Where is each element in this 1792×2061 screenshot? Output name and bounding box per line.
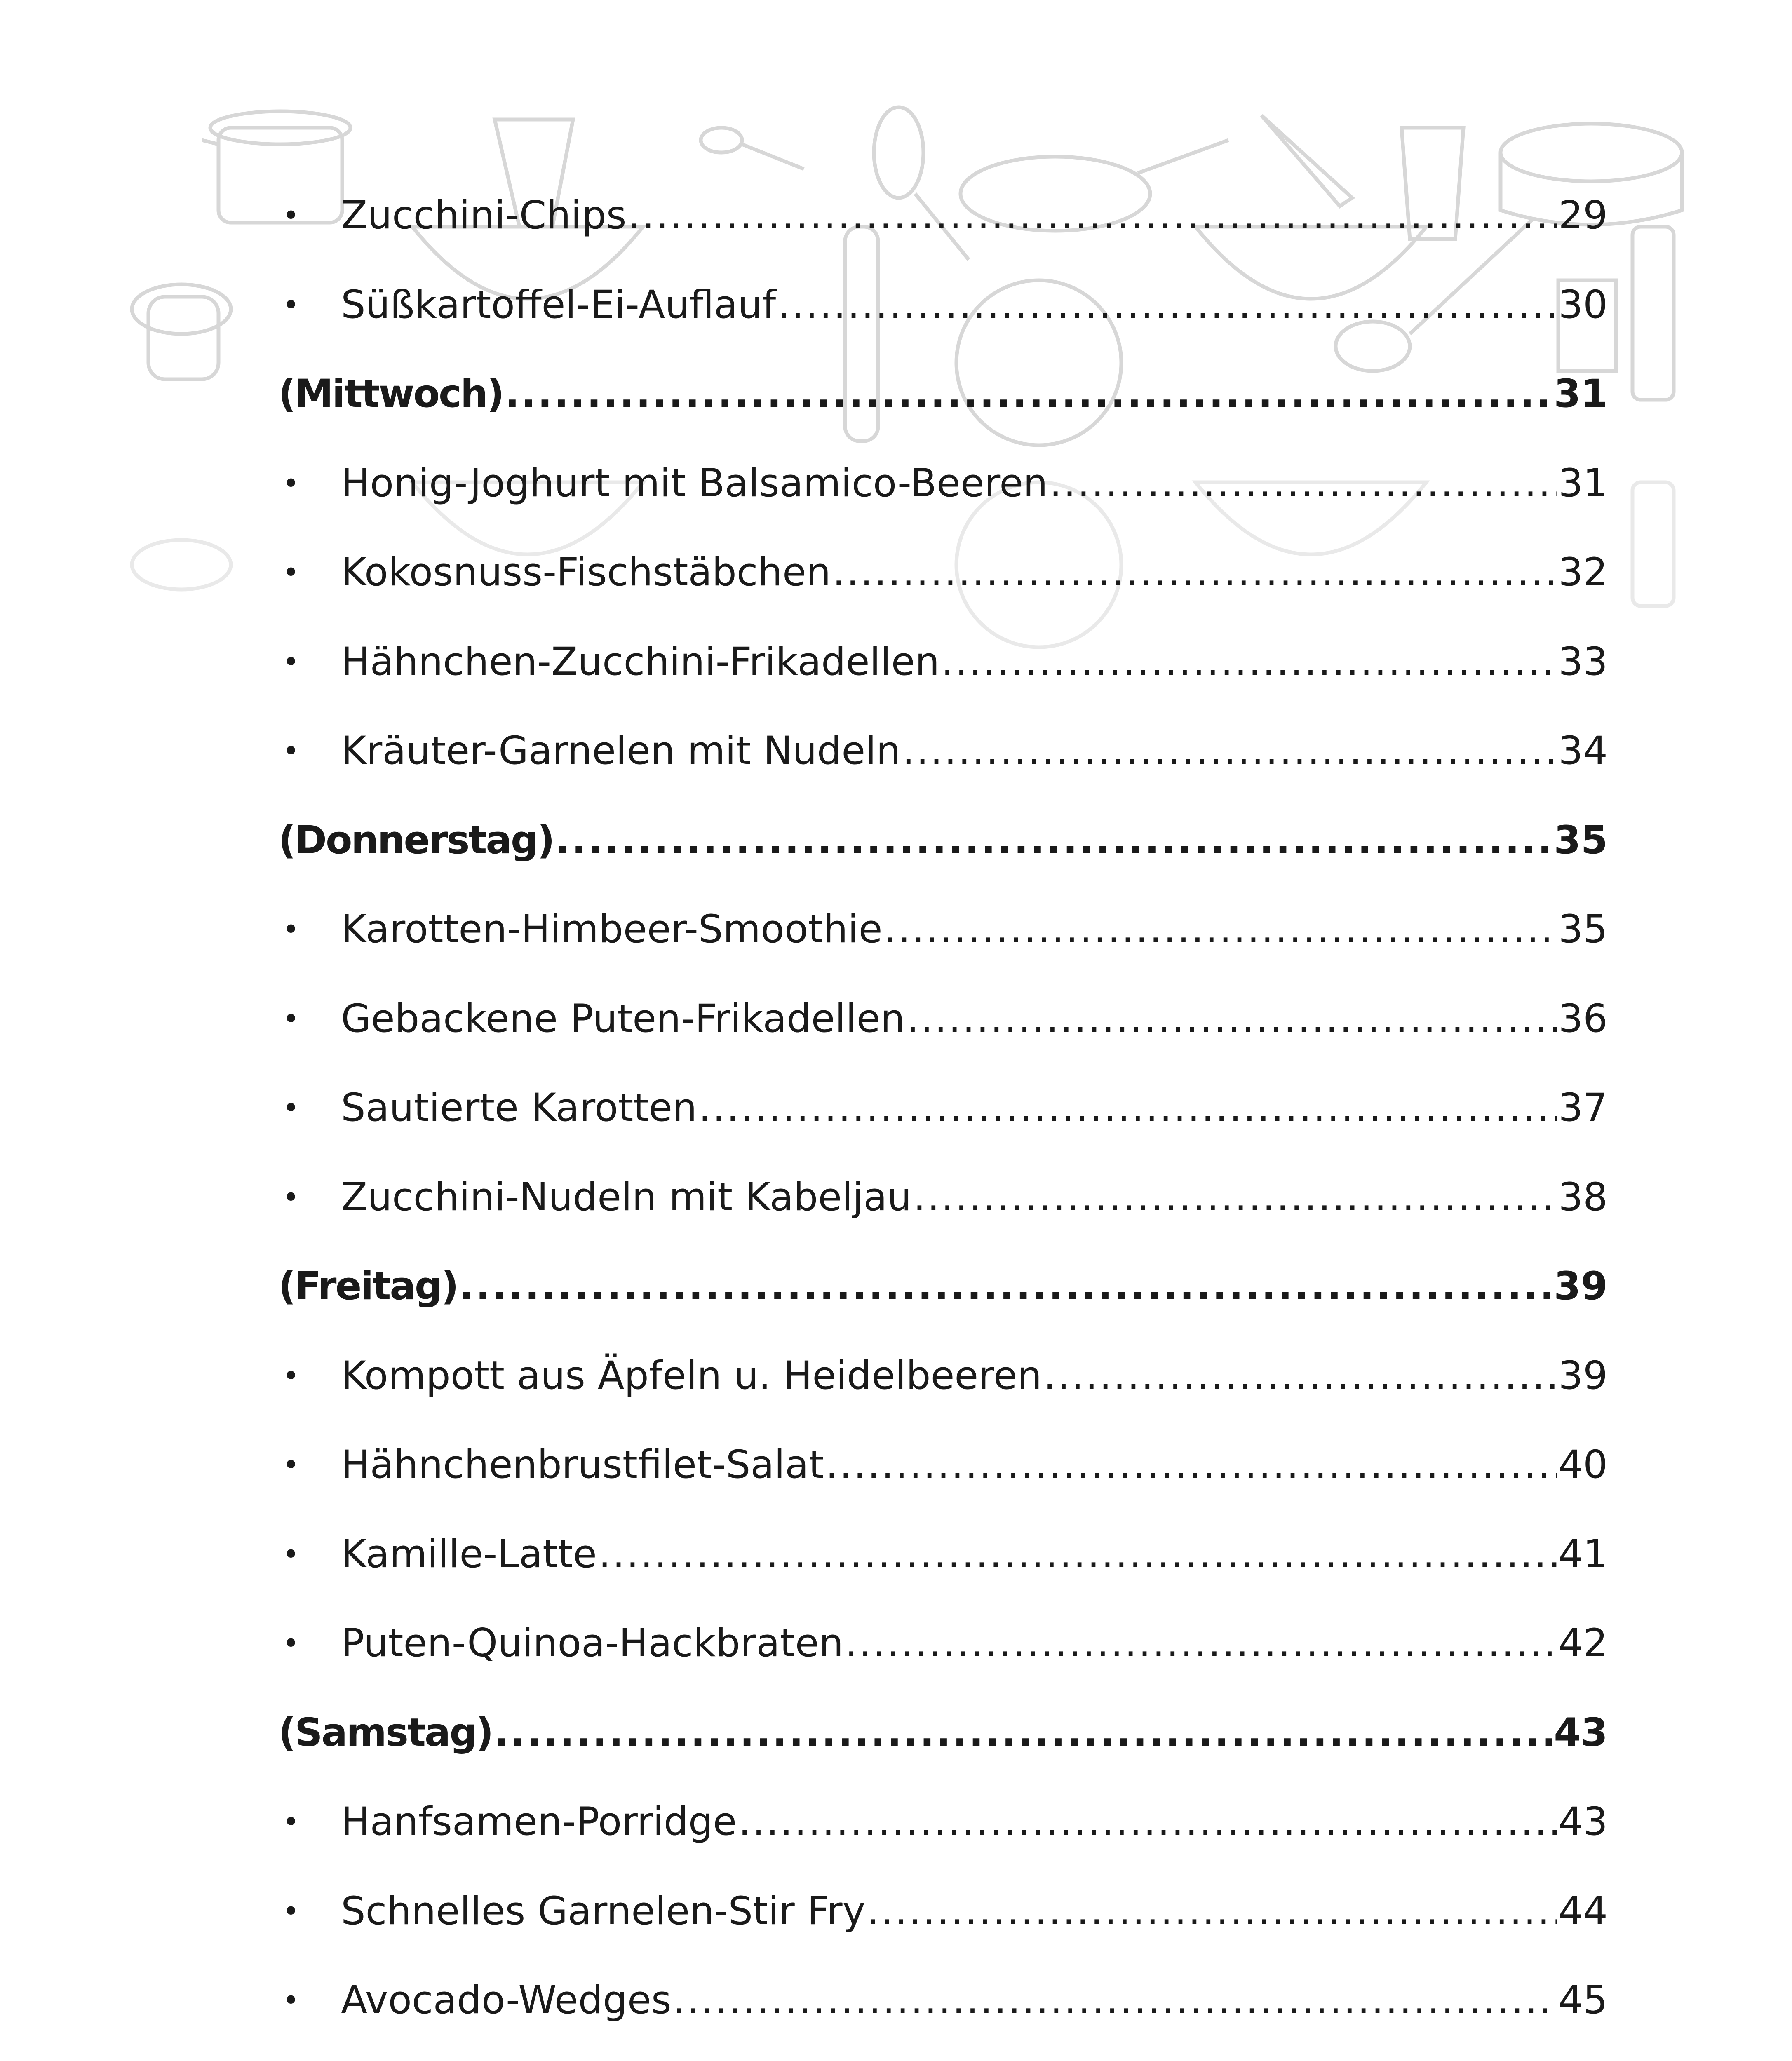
dot-leader xyxy=(884,910,1557,949)
toc-recipe-entry[interactable] xyxy=(278,1331,1608,1421)
dot-leader xyxy=(832,553,1557,592)
toc-entry-label: Süßkartoffel-Ei-Auflauf xyxy=(341,282,776,327)
bullet-icon: • xyxy=(282,734,300,768)
toc-entry-label: Karotten-Himbeer-Smoothie xyxy=(341,907,883,952)
toc-recipe-entry[interactable] xyxy=(278,261,1608,350)
toc-page-number: 40 xyxy=(1558,1442,1608,1488)
toc-page-number: 39 xyxy=(1558,1353,1608,1398)
toc-page-number: 44 xyxy=(1558,1888,1608,1934)
toc-recipe-entry[interactable] xyxy=(278,528,1608,617)
toc-page-number: 31 xyxy=(1554,371,1608,417)
dot-leader xyxy=(777,286,1557,324)
dot-leader xyxy=(867,1892,1557,1931)
pot-icon xyxy=(132,284,231,379)
bullet-icon: • xyxy=(282,556,300,590)
dot-leader xyxy=(907,1000,1557,1038)
toc-page-number: 35 xyxy=(1558,907,1608,952)
dot-leader xyxy=(673,1981,1557,2020)
bullet-icon: • xyxy=(282,199,300,233)
bullet-icon: • xyxy=(282,1537,300,1571)
toc-page-number: 32 xyxy=(1558,550,1608,595)
toc-page-number: 35 xyxy=(1554,817,1608,863)
toc-recipe-entry[interactable] xyxy=(278,974,1608,1064)
dot-leader xyxy=(1043,1357,1557,1395)
toc-entry-label: Zucchini-Chips xyxy=(341,193,627,238)
toc-recipe-entry[interactable] xyxy=(278,1063,1608,1153)
toc-recipe-entry[interactable] xyxy=(278,439,1608,528)
dot-leader xyxy=(902,732,1557,770)
bullet-icon: • xyxy=(282,1448,300,1482)
toc-entry-label: Hähnchen-Zucchini-Frikadellen xyxy=(341,639,940,684)
toc-recipe-entry[interactable] xyxy=(278,1777,1608,1867)
toc-entry-label: Kokosnuss-Fischstäbchen xyxy=(341,550,831,595)
toc-page-number: 34 xyxy=(1558,728,1608,774)
toc-recipe-entry[interactable] xyxy=(278,617,1608,707)
toc-entry-label: Zucchini-Nudeln mit Kabeljau xyxy=(341,1174,912,1220)
bullet-icon: • xyxy=(282,1627,300,1661)
bullet-icon: • xyxy=(282,1091,300,1125)
toc-page-number: 33 xyxy=(1558,639,1608,684)
toc-recipe-entry[interactable] xyxy=(278,1956,1608,2045)
toc-page-number: 37 xyxy=(1558,1085,1608,1131)
dot-leader xyxy=(845,1624,1557,1663)
toc-day-heading[interactable] xyxy=(278,1688,1608,1778)
toc-recipe-entry[interactable] xyxy=(278,1599,1608,1688)
bullet-icon: • xyxy=(282,1984,300,2018)
dot-leader xyxy=(628,196,1557,235)
toc-entry-label: Kamille-Latte xyxy=(341,1531,597,1577)
toc-page-number: 39 xyxy=(1554,1264,1608,1309)
toc-entry-label: (Samstag) xyxy=(278,1710,493,1755)
toc-entry-label: (Mittwoch) xyxy=(278,371,503,417)
bullet-icon: • xyxy=(282,466,300,500)
toc-page-number: 45 xyxy=(1558,1978,1608,2023)
toc-recipe-entry[interactable] xyxy=(278,1510,1608,1599)
grater-icon xyxy=(1632,227,1674,400)
toc-page-number: 41 xyxy=(1558,1531,1608,1577)
bullet-icon: • xyxy=(282,913,300,947)
dot-leader xyxy=(699,1089,1557,1127)
toc-page-number: 30 xyxy=(1558,282,1608,327)
dot-leader xyxy=(459,1267,1552,1306)
toc-entry-label: (Donnerstag) xyxy=(278,817,554,863)
toc-page-number: 31 xyxy=(1558,460,1608,506)
toc-recipe-entry[interactable] xyxy=(278,2045,1608,2061)
toc-page-number: 43 xyxy=(1558,1799,1608,1845)
dot-leader xyxy=(826,1446,1557,1484)
toc-page-number: 29 xyxy=(1558,193,1608,238)
toc-recipe-entry[interactable] xyxy=(278,171,1608,261)
bullet-icon: • xyxy=(282,645,300,679)
toc-entry-label: Hanfsamen-Porridge xyxy=(341,1799,737,1845)
dot-leader xyxy=(494,1714,1552,1752)
toc-entry-label: Kräuter-Garnelen mit Nudeln xyxy=(341,728,901,774)
toc-entry-label: Schnelles Garnelen-Stir Fry xyxy=(341,1888,866,1934)
toc-entry-label: Gebackene Puten-Frikadellen xyxy=(341,996,905,1041)
dot-leader xyxy=(555,821,1552,860)
toc-page-number: 43 xyxy=(1554,1710,1608,1755)
toc-recipe-entry[interactable] xyxy=(278,1420,1608,1510)
dot-leader xyxy=(941,643,1557,681)
toc-day-heading[interactable] xyxy=(278,1242,1608,1331)
toc-entry-label: Kompott aus Äpfeln u. Heidelbeeren xyxy=(341,1353,1042,1398)
bullet-icon: • xyxy=(282,1894,300,1928)
toc-day-heading[interactable] xyxy=(278,796,1608,885)
toc-entry-label: Honig-Joghurt mit Balsamico-Beeren xyxy=(341,460,1048,506)
bullet-icon: • xyxy=(282,1180,300,1214)
toc-entry-label: Avocado-Wedges xyxy=(341,1978,672,2023)
spoon-icon xyxy=(701,128,804,169)
toc-page-number: 36 xyxy=(1558,996,1608,1041)
toc-entry-label: (Freitag) xyxy=(278,1264,458,1309)
toc-entry-label: Hähnchenbrustfilet-Salat xyxy=(341,1442,824,1488)
toc-page-number: 42 xyxy=(1558,1621,1608,1666)
toc-page-number: 38 xyxy=(1558,1174,1608,1220)
toc-recipe-entry[interactable] xyxy=(278,707,1608,796)
dot-leader xyxy=(738,1803,1557,1841)
bullet-icon: • xyxy=(282,1002,300,1036)
toc-entry-label: Puten-Quinoa-Hackbraten xyxy=(341,1621,844,1666)
toc-recipe-entry[interactable] xyxy=(278,885,1608,974)
toc-day-heading[interactable] xyxy=(278,350,1608,439)
bullet-icon: • xyxy=(282,1359,300,1393)
toc-recipe-entry[interactable] xyxy=(278,1153,1608,1242)
bullet-icon: • xyxy=(282,288,300,322)
table-of-contents xyxy=(278,171,1608,2061)
dot-leader xyxy=(914,1178,1557,1217)
dot-leader xyxy=(1050,464,1557,503)
bullet-icon: • xyxy=(282,1805,300,1839)
toc-entry-label: Sautierte Karotten xyxy=(341,1085,697,1131)
toc-recipe-entry[interactable] xyxy=(278,1867,1608,1956)
dot-leader xyxy=(505,375,1552,413)
dot-leader xyxy=(599,1535,1557,1574)
